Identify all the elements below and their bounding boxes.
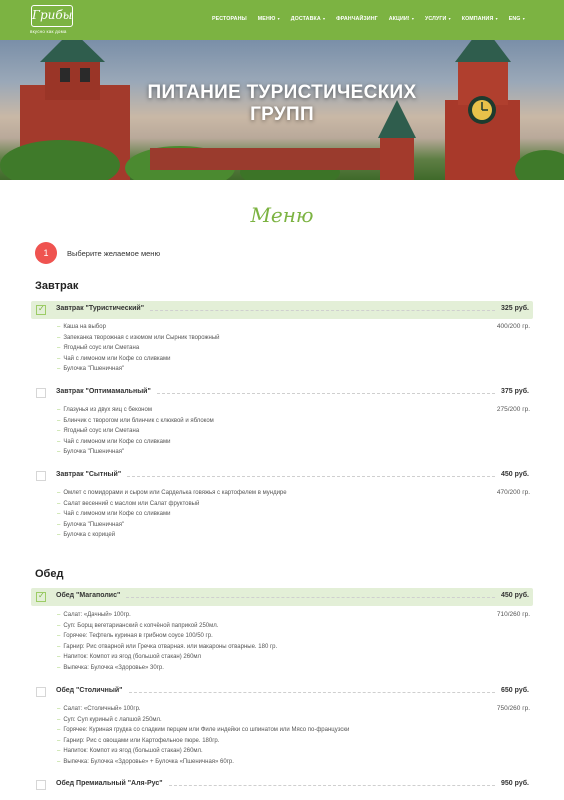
menu-option-row[interactable]: [31, 384, 533, 402]
list-item: – Чай с лимоном или Кофе со сливками: [57, 354, 220, 365]
option-items-list: [57, 704, 349, 767]
list-item: – Суп: Суп куриный с лапшой 250мл.: [57, 715, 349, 726]
option-name: Завтрак "Туристический": [56, 305, 145, 312]
list-item: – Суп: Борщ вегетарианский с копчёной паприкой 250мл.: [57, 621, 277, 632]
dotted-leader: [129, 692, 495, 693]
list-item: – Салат: «Столичный» 100гр.: [57, 704, 349, 715]
nav-item[interactable]: [509, 16, 525, 22]
list-item: – Гарнир: Рис отварной или Гречка отварная. или макароны отварные. 180 гр.: [57, 642, 277, 653]
nav-item-label: МЕНЮ: [257, 16, 276, 22]
option-items-list: [57, 405, 214, 458]
option-checkbox[interactable]: [36, 687, 46, 697]
dotted-leader: [157, 393, 495, 394]
main-nav: [212, 16, 525, 22]
menu-option-row[interactable]: [31, 683, 533, 701]
nav-item-label: РЕСТОРАНЫ: [212, 16, 247, 22]
list-item: – Запеканка творожная с изюмом или Сырник творожный: [57, 333, 220, 344]
dotted-leader: [150, 310, 495, 311]
nav-item[interactable]: [389, 16, 414, 22]
list-item: – Чай с лимоном или Кофе со сливками: [57, 437, 214, 448]
dotted-leader: [127, 476, 495, 477]
chevron-down-icon: ▾: [521, 16, 525, 21]
page-title-line2: ГРУПП: [250, 104, 314, 125]
option-name: Обед "Магаполис": [56, 592, 121, 599]
option-name: Обед Премиальный "Аля-Рус": [56, 780, 163, 787]
nav-item[interactable]: [462, 16, 498, 22]
option-weight: 400/200 гр.: [496, 323, 530, 330]
list-item: – Булочка "Пшеничная": [57, 447, 214, 458]
option-weight: 470/200 гр.: [496, 489, 530, 496]
page-title-line1: ПИТАНИЕ ТУРИСТИЧЕСКИХ: [147, 82, 417, 103]
step-instruction: Выберите желаемое меню: [67, 249, 161, 258]
list-item: – Блинчик с творогом или блинчик с клюквой и яблоком: [57, 416, 214, 427]
list-item: – Чай с лимоном или Кофе со сливками: [57, 509, 287, 520]
checkmark-icon: ✓: [38, 304, 45, 313]
option-price: 450 руб.: [501, 592, 529, 599]
option-name: Завтрак "Сытный": [56, 471, 122, 478]
list-item: – Омлет с помидорами и сыром или Сарделька говяжья с картофелем в мундире: [57, 488, 287, 499]
list-item: – Булочка "Пшеничная": [57, 520, 287, 531]
site-header: [0, 0, 564, 40]
menu-option-row[interactable]: [31, 301, 533, 319]
option-items-list: [57, 610, 277, 673]
menu-heading: Меню: [250, 203, 314, 227]
section-title-breakfast: Завтрак: [35, 280, 79, 292]
section-title-lunch: Обед: [35, 568, 64, 580]
option-price: 450 руб.: [501, 471, 529, 478]
option-items-list: [57, 322, 220, 375]
list-item: – Горячее: Тефтель куриная в грибном соусе 100/50 гр.: [57, 631, 277, 642]
option-name: Обед "Столичный": [56, 687, 123, 694]
option-checkbox[interactable]: [36, 471, 46, 481]
menu-option-row[interactable]: [31, 467, 533, 485]
list-item: – Глазунья из двух яиц с беконом: [57, 405, 214, 416]
dotted-leader: [126, 597, 495, 598]
list-item: – Каша на выбор: [57, 322, 220, 333]
menu-option-row[interactable]: [31, 776, 533, 794]
list-item: – Ягодный соус или Сметана: [57, 343, 220, 354]
logo[interactable]: Грибы: [31, 5, 73, 27]
nav-item[interactable]: [291, 16, 325, 22]
chevron-down-icon: ▾: [276, 16, 280, 21]
option-price: 650 руб.: [501, 687, 529, 694]
nav-item-label: ФРАНЧАЙЗИНГ: [336, 16, 378, 22]
option-checkbox[interactable]: [36, 305, 46, 315]
page-title: [0, 82, 564, 126]
list-item: – Напиток: Компот из ягод (большой стакан) 260мл.: [57, 746, 349, 757]
nav-item[interactable]: [336, 16, 378, 22]
chevron-down-icon: ▾: [494, 16, 498, 21]
nav-item[interactable]: [258, 16, 280, 22]
nav-item[interactable]: [425, 16, 451, 22]
option-weight: 710/260 гр.: [496, 611, 530, 618]
list-item: – Горячее: Куриная грудка со сладким перцем или Филе индейки со шпинатом или Мясо по-французски: [57, 725, 349, 736]
list-item: – Булочка с корицей: [57, 530, 287, 541]
list-item: – Выпечка: Булочка «Здоровье» 30гр.: [57, 663, 277, 674]
nav-item-label: ENG: [508, 16, 521, 22]
dotted-leader: [169, 785, 495, 786]
option-weight: 750/260 гр.: [496, 705, 530, 712]
chevron-down-icon: ▾: [447, 16, 451, 21]
list-item: – Булочка "Пшеничная": [57, 364, 220, 375]
checkmark-icon: ✓: [38, 591, 45, 600]
chevron-down-icon: ▾: [321, 16, 326, 21]
list-item: – Гарнир: Рис с овощами или Картофельное пюре. 180гр.: [57, 736, 349, 747]
option-price: 375 руб.: [501, 388, 529, 395]
step-number-badge: 1: [35, 242, 57, 264]
option-price: 325 руб.: [501, 305, 529, 312]
option-checkbox[interactable]: [36, 592, 46, 602]
logo-tagline: вкусно как дома: [30, 29, 67, 34]
chevron-down-icon: ▾: [410, 16, 414, 21]
nav-item[interactable]: [212, 16, 247, 22]
list-item: – Выпечка: Булочка «Здоровье» + Булочка «Пшеничная» 60гр.: [57, 757, 349, 768]
nav-item-label: КОМПАНИЯ: [461, 16, 494, 22]
menu-option-row[interactable]: [31, 588, 533, 606]
option-weight: 275/200 гр.: [496, 406, 530, 413]
option-checkbox[interactable]: [36, 780, 46, 790]
option-price: 950 руб.: [501, 780, 529, 787]
option-items-list: [57, 488, 287, 541]
hero-banner: [0, 40, 564, 180]
list-item: – Салат весенний с маслом или Салат фруктовый: [57, 499, 287, 510]
option-name: Завтрак "Оптимамальный": [56, 388, 151, 395]
option-checkbox[interactable]: [36, 388, 46, 398]
list-item: – Салат: «Дачный» 100гр.: [57, 610, 277, 621]
nav-item-label: УСЛУГИ: [424, 16, 447, 22]
nav-item-label: ДОСТАВКА: [290, 16, 321, 22]
nav-item-label: АКЦИИ!: [388, 16, 410, 22]
list-item: – Ягодный соус или Сметана: [57, 426, 214, 437]
list-item: – Напиток: Компот из ягод (большой стакан) 260мл: [57, 652, 277, 663]
